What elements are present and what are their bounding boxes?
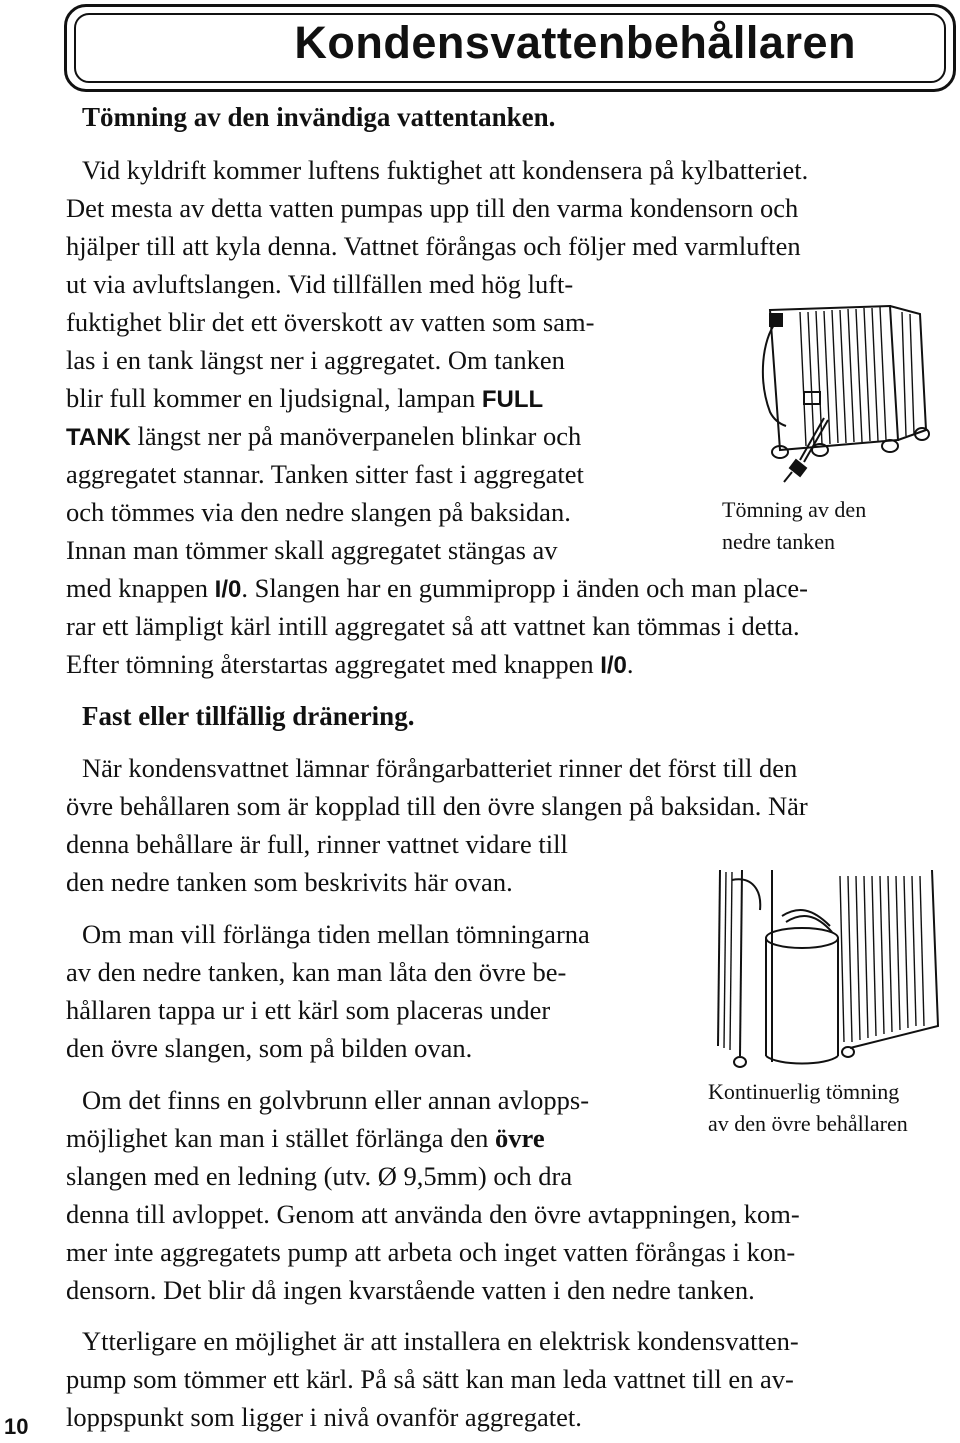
emphasis-upper: övre — [495, 1123, 545, 1153]
paragraph-line: loppspunkt som ligger i nivå ovanför aggregatet. — [66, 1402, 582, 1432]
paragraph-line: hållaren tappa ur i ett kärl som placeras under — [66, 995, 551, 1025]
figure-caption: nedre tanken — [722, 529, 835, 554]
paragraph-line: av den nedre tanken, kan man låta den övre be- — [66, 957, 567, 987]
paragraph-line: densorn. Det blir då ingen kvarstående vatten i den nedre tanken. — [66, 1275, 755, 1305]
figure-caption: av den övre behållaren — [708, 1111, 908, 1136]
paragraph-line: Ytterligare en möjlighet är att installera en elektrisk kondensvatten- — [82, 1326, 799, 1356]
paragraph-line: hjälper till att kyla denna. Vattnet förångas och följer med varmluften — [66, 231, 801, 261]
paragraph-line: Om det finns en golvbrunn eller annan avlopps- — [82, 1085, 590, 1115]
paragraph-line: rar ett lämpligt kärl intill aggregatet så att vattnet kan tömmas i detta. — [66, 611, 800, 641]
section-heading-drainage: Fast eller tillfällig dränering. — [82, 701, 415, 731]
paragraph-line: fuktighet blir det ett överskott av vatten som sam- — [66, 307, 595, 337]
paragraph-line: aggregatet stannar. Tanken sitter fast i aggregatet — [66, 459, 584, 489]
paragraph-line: med knappen I/0. Slangen har en gummipropp i änden och man place- — [66, 573, 808, 603]
onoff-keyword: I/0 — [600, 652, 627, 679]
figure-lower-tank-drain — [740, 300, 940, 490]
paragraph-line: och tömmes via den nedre slangen på baksidan. — [66, 497, 571, 527]
paragraph-line: las i en tank längst ner i aggregatet. Om tanken — [66, 345, 565, 375]
page-number: 10 — [4, 1414, 29, 1439]
paragraph-line: Efter tömning återstartas aggregatet med knappen I/0. — [66, 649, 634, 679]
figure-caption: Tömning av den — [722, 497, 867, 522]
paragraph-line: möjlighet kan man i stället förlänga den övre — [66, 1123, 545, 1153]
paragraph-line: övre behållaren som är kopplad till den övre slangen på baksidan. När — [66, 791, 808, 821]
paragraph-line: slangen med en ledning (utv. Ø 9,5mm) och dra — [66, 1161, 573, 1191]
paragraph-line: den nedre tanken som beskrivits här ovan. — [66, 867, 513, 897]
paragraph-line: blir full kommer en ljudsignal, lampan FULL — [66, 383, 544, 413]
section-heading-emptying: Tömning av den invändiga vattentanken. — [82, 102, 556, 132]
paragraph-line: ut via avluftslangen. Vid tillfällen med hög luft- — [66, 269, 574, 299]
paragraph-line: Innan man tömmer skall aggregatet stängas av — [66, 535, 558, 565]
paragraph-line: denna behållare är full, rinner vattnet vidare till — [66, 829, 568, 859]
page-title: Kondensvattenbehållaren — [294, 17, 856, 68]
paragraph-line: Om man vill förlänga tiden mellan tömningarna — [82, 919, 590, 949]
tank-keyword: TANK — [66, 424, 131, 451]
full-keyword: FULL — [481, 386, 544, 413]
paragraph-line: denna till avloppet. Genom att använda den övre avtappningen, kom- — [66, 1199, 800, 1229]
paragraph-line: Det mesta av detta vatten pumpas upp till den varma kondensorn och — [66, 193, 799, 223]
paragraph-line: mer inte aggregatets pump att arbeta och inget vatten förångas i kon- — [66, 1237, 796, 1267]
figure-caption: Kontinuerlig tömning — [708, 1079, 900, 1104]
paragraph-line: TANK längst ner på manöverpanelen blinkar och — [66, 421, 582, 451]
paragraph-line: pump som tömmer ett kärl. På så sätt kan man leda vattnet till en av- — [66, 1364, 794, 1394]
paragraph-line: När kondensvattnet lämnar förångarbatteriet rinner det först till den — [82, 753, 798, 783]
figure-upper-container-drain — [712, 866, 952, 1076]
onoff-keyword: I/0 — [214, 576, 242, 603]
paragraph-line: Vid kyldrift kommer luftens fuktighet att kondensera på kylbatteriet. — [82, 155, 809, 185]
paragraph-line: den övre slangen, som på bilden ovan. — [66, 1033, 473, 1063]
